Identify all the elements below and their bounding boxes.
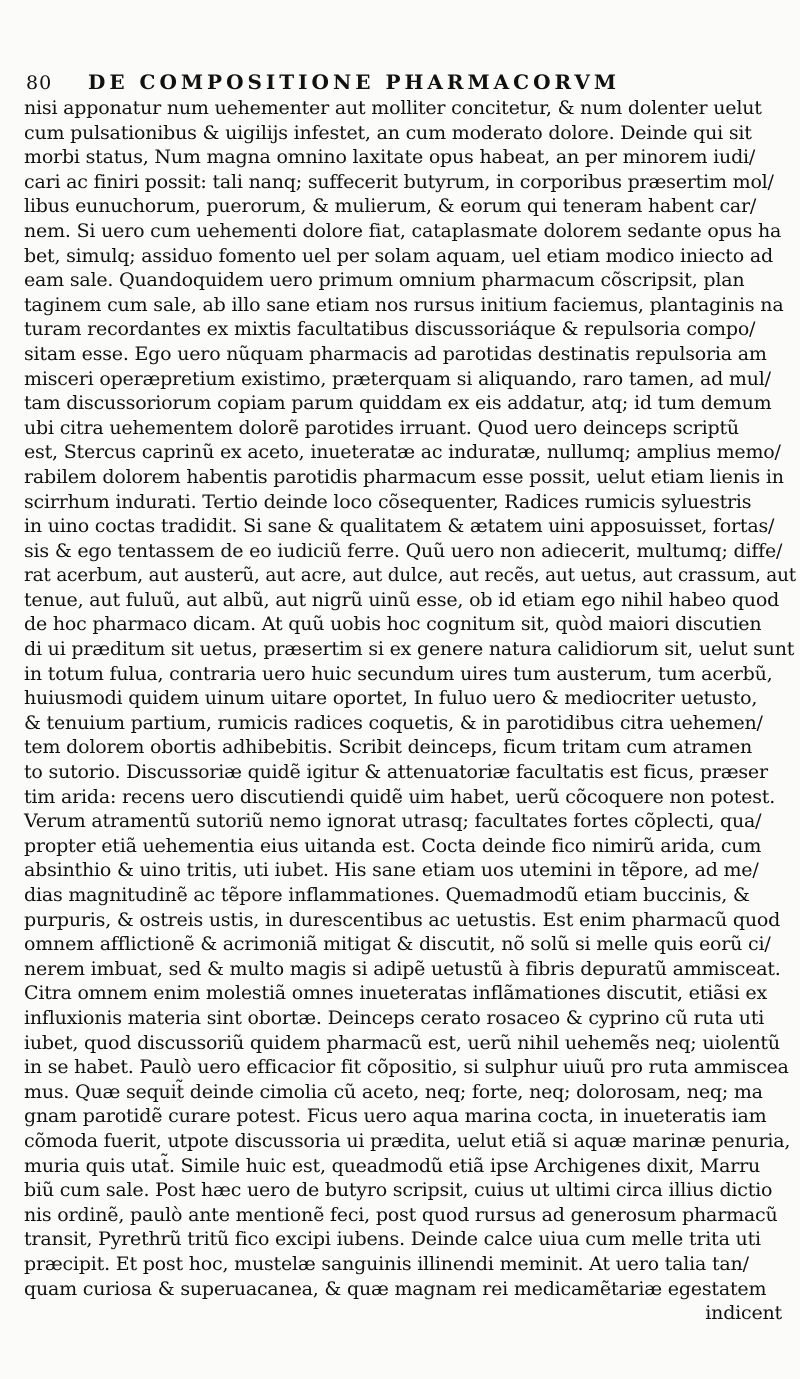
text-line: propter etiã uehementia eius uitanda est. Cocta deinde fico nimirũ arida, cum [24,834,762,857]
text-line: est, Stercus caprinũ ex aceto, inueteratæ ac induratæ, nullumq; amplius memo/ [24,441,781,464]
text-line: cum pulsationibus & uigilijs infestet, an cum moderato dolore. Deinde qui sit [24,121,752,144]
text-line: rabilem dolorem habentis parotidis pharmacum esse possit, uelut etiam lienis in [24,465,784,488]
text-line: sis & ego tentassem de eo iudiciũ ferre. Quũ uero non adiecerit, multumq; diffe/ [24,539,783,562]
text-line: di ui præditum sit uetus, præsertim si ex genere natura calidiorum sit, uelut sunt [24,638,795,661]
text-line: iubet, quod discussoriũ quidem pharmacũ est, uerũ nihil uehemẽs neq; uiolentũ [24,1031,780,1054]
text-line: eam sale. Quandoquidem uero primum omnium pharmacum cõscripsit, plan [24,269,745,292]
text-line: misceri operæpretium existimo, præterquam si aliquando, raro tamen, ad mul/ [24,367,771,390]
text-line: transit, Pyrethrũ tritũ fico excipi iubens. Deinde calce uiua cum melle trita uti [24,1228,761,1251]
text-line: influxionis materia sint obortæ. Deinceps cerato rosaceo & cyprino cũ ruta uti [24,1006,765,1029]
text-line: nis ordinẽ, paulò ante mentionẽ feci, post quod rursus ad generosum pharmacũ [24,1203,778,1226]
text-line: in totum fulua, contraria uero huic secundum uires tum austerum, tum acerbũ, [24,662,773,685]
text-line: in uino coctas tradidit. Si sane & qualitatem & ætatem uini apposuisset, fortas/ [24,515,775,538]
text-line: Citra omnem enim molestiã omnes inueteratas inflãmationes discutit, etiãsi ex [24,982,767,1005]
text-line: mus. Quæ sequit̃ deinde cimolia cũ aceto, neq; forte, neq; dolorosam, neq; ma [24,1080,763,1103]
text-line: Verum atramentũ sutoriũ nemo ignorat utrasq; facultates fortes cõplecti, qua/ [24,810,762,833]
text-line: muria quis utat̃. Simile huic est, queadmodũ etiã ipse Archigenes dixit, Marru [24,1154,761,1177]
text-line: & tenuium partium, rumicis radices coquetis, & in parotidibus citra uehemen/ [24,711,763,734]
text-line: tem dolorem obortis adhibebitis. Scribit deinceps, ficum tritam cum atramen [24,736,753,759]
text-line: dias magnitudinẽ ac tẽpore inflammationes. Quemadmodũ etiam buccinis, & [24,884,750,906]
text-line: cõmoda fuerit, utpote discussoria ui prædita, uelut etiã si aquæ marinæ penuria, [24,1129,791,1152]
text-line: in se habet. Paulò uero efficacior fit cõpositio, si sulphur uiuũ pro ruta ammiscea [24,1056,789,1079]
text-line: absinthio & uino tritis, uti iubet. His sane etiam uos utemini in tẽpore, ad me/ [24,859,759,882]
text-line: tam discussoriorum copiam parum quiddam ex eis addatur, atq; id tum demum [24,392,772,415]
text-line: nisi apponatur num uehementer aut molliter concitetur, & num dolenter uelut [24,97,762,119]
text-line: gnam parotidẽ curare potest. Ficus uero aqua marina cocta, in inueteratis iam [24,1105,767,1128]
text-line: nerem imbuat, sed & multo magis si adipẽ uetustũ à fibris depuratũ ammisceat. [24,957,781,980]
text-line: nem. Si uero cum uehementi dolore fiat, cataplasmate dolorem sedante opus ha [24,219,782,242]
text-line: purpuris, & ostreis ustis, in durescentibus ac uetustis. Est enim pharmacũ quod [24,908,781,931]
text-line: sitam esse. Ego uero nũquam pharmacis ad parotidas destinatis repulsoria am [24,342,767,365]
text-line: tim arida: recens uero discutiendi quidẽ uim habet, uerũ cõcoquere non potest. [24,785,776,808]
page-number: 80 [26,72,53,94]
text-line: biũ cum sale. Post hæc uero de butyro scripsit, cuius ut ultimi circa illius dictio [24,1179,773,1202]
text-line: rat acerbum, aut austerũ, aut acre, aut dulce, aut recẽs, aut uetus, aut crassum, aut [24,564,797,587]
text-line: morbi status, Num magna omnino laxitate opus habeat, an per minorem iudi/ [24,146,756,169]
text-line: taginem cum sale, ab illo sane etiam nos rursus initium faciemus, plantaginis na [24,293,784,316]
text-line: to sutorio. Discussoriæ quidẽ igitur & attenuatoriæ facultatis est ficus, præser [24,761,768,784]
text-line: cari ac finiri possit: tali nanq; suffecerit butyrum, in corporibus præsertim mol/ [24,170,774,193]
text-line: ubi citra uehementem dolorẽ parotides irruant. Quod uero deinceps scriptũ [24,416,739,439]
running-head: DE COMPOSITIONE PHARMACORVM [88,70,621,94]
text-line: libus eunuchorum, puerorum, & mulierum, & eorum qui teneram habent car/ [24,195,757,218]
text-line: huiusmodi quidem uinum uitare oportet, In fuluo uero & mediocriter uetusto, [24,687,758,710]
text-line: præcipit. Et post hoc, mustelæ sanguinis illinendi meminit. At uero talia tan/ [24,1252,749,1275]
text-line: scirrhum indurati. Tertio deinde loco cõsequenter, Radices rumicis syluestris [24,490,752,513]
text-line: turam recordantes ex mixtis facultatibus discussoriáque & repulsoria compo/ [24,318,756,341]
text-line: omnem afflictionẽ & acrimoniã mitigat & discutit, nõ solũ si melle quis eorũ ci/ [24,933,771,956]
text-line: quam curiosa & superuacanea, & quæ magnam rei medicamẽtariæ egestatem [24,1277,767,1300]
catchword: indicent [705,1302,782,1325]
text-line: bet, simulq; assiduo fomento uel per solam aquam, uel etiam modico iniecto ad [24,244,773,267]
body-text [24,96,796,1326]
text-line: tenue, aut fuluũ, aut albũ, aut nigrũ uinũ esse, ob id etiam ego nihil habeo quod [24,588,780,611]
text-line: de hoc pharmaco dicam. At quũ uobis hoc cognitum sit, quòd maiori discutien [24,613,762,636]
